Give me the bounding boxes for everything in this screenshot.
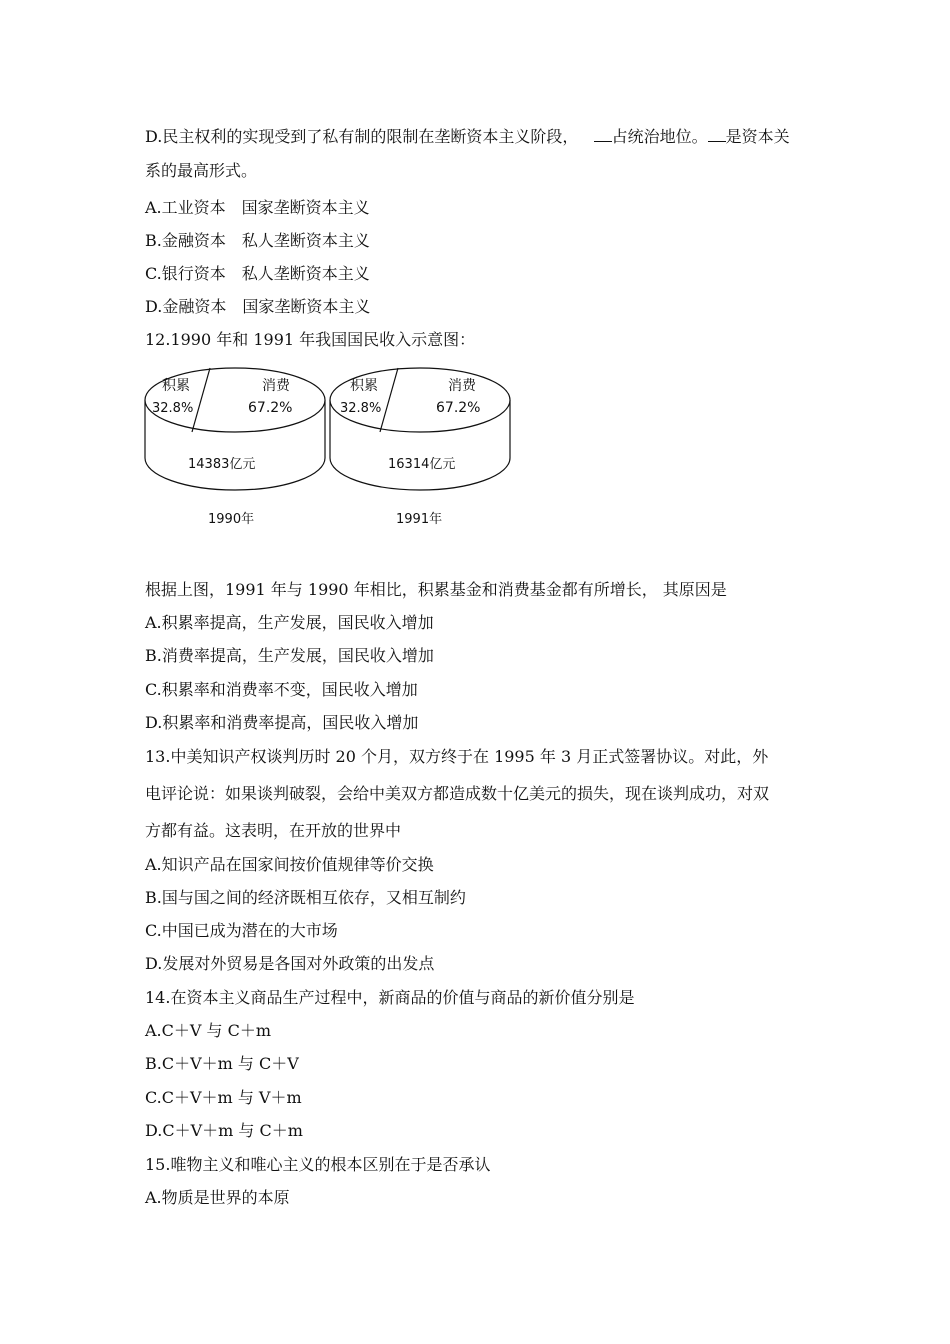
q11-option-c: C.银行资本 私人垄断资本主义 (145, 264, 370, 283)
q11-option-b: B.金融资本 私人垄断资本主义 (145, 231, 370, 250)
q15-stem: 15.唯物主义和唯心主义的根本区别在于是否承认 (145, 1155, 491, 1174)
accumulation-label: 积累 (350, 378, 378, 394)
q15-option-a: A.物质是世界的本原 (145, 1188, 290, 1207)
consumption-label: 消费 (262, 378, 290, 394)
income-total: 16314亿元 (388, 457, 456, 472)
q11-stem-line1: D.民主权利的实现受到了私有制的限制在垄断资本主义阶段， 占统治地位。 是资本关 (145, 127, 790, 146)
q11-stem-line2: 系的最高形式。 (145, 161, 258, 180)
national-income-figure (140, 360, 520, 535)
q14-option-a: A.C＋V 与 C＋m (145, 1021, 272, 1040)
accumulation-label: 积累 (162, 378, 190, 394)
q13-option-a: A.知识产品在国家间按价值规律等价交换 (145, 855, 434, 874)
q13-option-d: D.发展对外贸易是各国对外政策的出发点 (145, 954, 435, 973)
cylinder-1991 (330, 368, 510, 527)
q12-stem: 根据上图，1991 年与 1990 年相比，积累基金和消费基金都有所增长， 其原因是 (145, 580, 727, 599)
consumption-pct: 67.2% (436, 400, 481, 416)
cylinder-1990 (145, 368, 325, 527)
q14-option-c: C.C＋V＋m 与 V＋m (145, 1088, 302, 1107)
q13-stem-line1: 13.中美知识产权谈判历时 20 个月，双方终于在 1995 年 3 月正式签署协议。对此，外 (145, 747, 769, 766)
answer-blank (708, 127, 726, 142)
q12-title: 12.1990 年和 1991 年我国国民收入示意图： (145, 330, 476, 349)
cylinder-diagram (140, 360, 520, 535)
accumulation-pct: 32.8% (340, 401, 382, 416)
year-label: 1991年 (396, 512, 443, 527)
consumption-label: 消费 (448, 378, 476, 394)
q12-option-d: D.积累率和消费率提高，国民收入增加 (145, 713, 419, 732)
q13-stem-line3: 方都有益。这表明，在开放的世界中 (145, 821, 402, 840)
q12-option-b: B.消费率提高，生产发展，国民收入增加 (145, 646, 434, 665)
q12-option-a: A.积累率提高，生产发展，国民收入增加 (145, 613, 434, 632)
q12-option-c: C.积累率和消费率不变，国民收入增加 (145, 680, 418, 699)
answer-blank (594, 127, 612, 142)
q13-option-b: B.国与国之间的经济既相互依存，又相互制约 (145, 888, 466, 907)
q14-option-b: B.C＋V＋m 与 C＋V (145, 1054, 299, 1073)
income-total: 14383亿元 (188, 457, 256, 472)
q13-stem-line2: 电评论说：如果谈判破裂，会给中美双方都造成数十亿美元的损失，现在谈判成功，对双 (145, 784, 770, 803)
accumulation-pct: 32.8% (152, 401, 194, 416)
q14-option-d: D.C＋V＋m 与 C＋m (145, 1121, 303, 1140)
q11-option-a: A.工业资本 国家垄断资本主义 (145, 198, 370, 217)
q13-option-c: C.中国已成为潜在的大市场 (145, 921, 338, 940)
q11-option-d: D.金融资本 国家垄断资本主义 (145, 297, 371, 316)
q14-stem: 14.在资本主义商品生产过程中，新商品的价值与商品的新价值分别是 (145, 988, 635, 1007)
consumption-pct: 67.2% (248, 400, 293, 416)
year-label: 1990年 (208, 512, 255, 527)
